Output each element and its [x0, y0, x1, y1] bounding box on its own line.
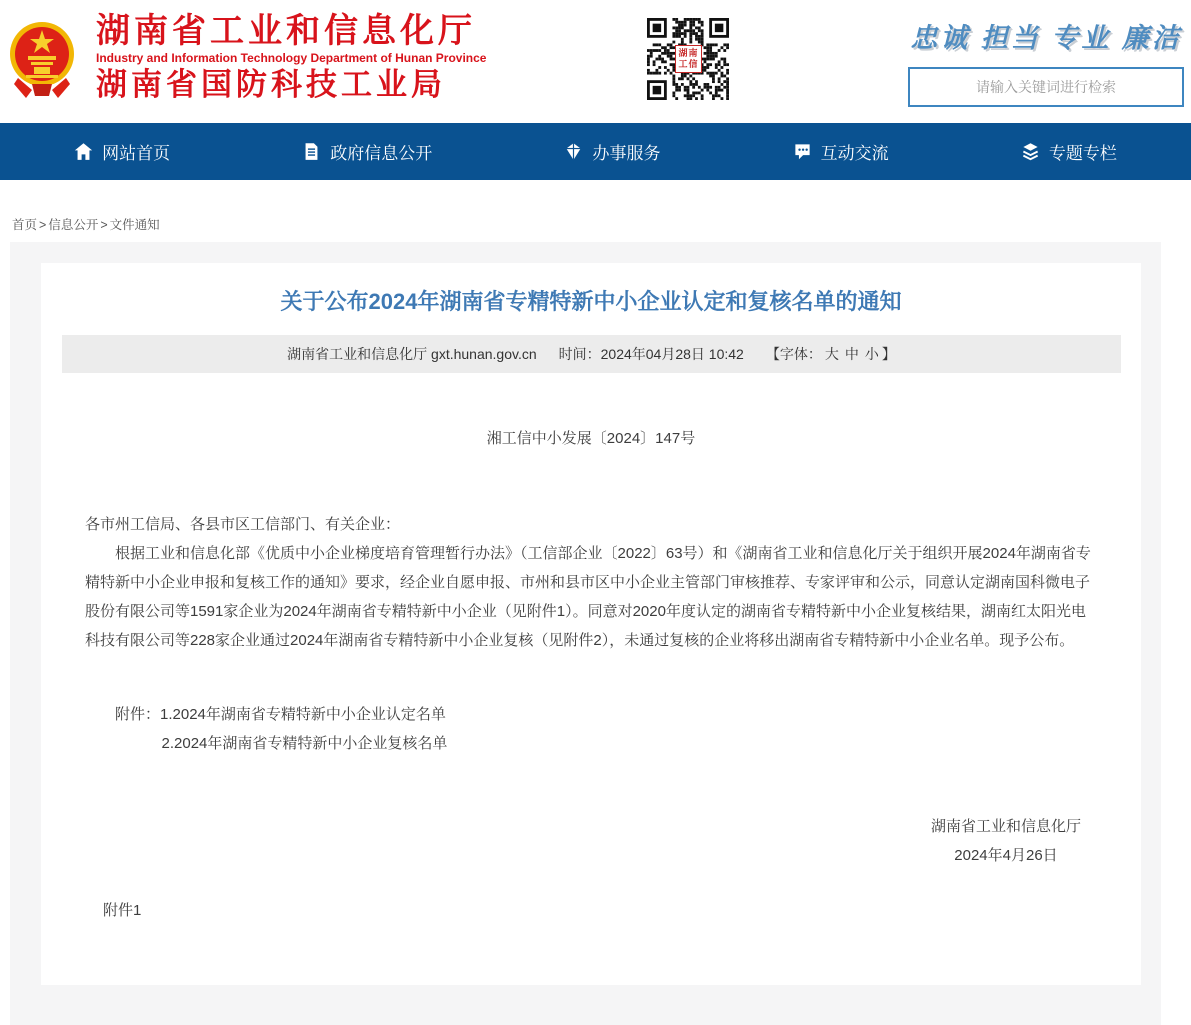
body-paragraph: 根据工业和信息化部《优质中小企业梯度培育管理暂行办法》（工信部企业〔2022〕63号）和《湖南省工业和信息化厅关于组织开展2024年湖南省专精特新中小企业申报和复核工作的通知》要求，经企业自愿申报、市州和县市区中小企业主管部门审核推荐、专家评审和公示，同意认定湖南国科微电子股份有限公司等1591家企业为2024年湖南省专精特新中小企业（见附件1）。同意对2020年度认定的湖南省专精特新中小企业复核结果，湖南红太阳光电科技有限公司等228家企业通过2024年湖南省专精特新中小企业复核（见附件2），未通过复核的企业将移出湖南省专精特新中小企业名单。现予公布。: [85, 545, 1091, 649]
nav-item-label: 互动交流: [820, 144, 889, 163]
main-nav: [0, 123, 1191, 180]
font-size-small[interactable]: 小: [864, 346, 879, 362]
slogan: 忠诚 担当 专业 廉洁: [910, 23, 1182, 53]
doc-number: 湘工信中小发展〔2024〕147号: [486, 430, 696, 447]
home-icon: [74, 142, 93, 161]
attachment-item-1: 1.2024年湖南省专精特新中小企业认定名单: [160, 706, 446, 723]
font-size-large[interactable]: 大: [824, 346, 839, 362]
article-time-label: 时间：: [558, 346, 601, 362]
nav-item-label: 办事服务: [592, 144, 661, 163]
qr-label-line2: 工信: [678, 59, 699, 69]
nav-item-services[interactable]: [564, 139, 660, 164]
nav-item-topics[interactable]: [1021, 139, 1117, 164]
attachment-line-1: [85, 700, 1097, 729]
salutation: 各市州工信局、各县市区工信部门、有关企业：: [85, 516, 401, 533]
nav-item-label: 专题专栏: [1048, 144, 1117, 163]
chat-icon: [793, 142, 812, 161]
org-name-cn: 湖南省工业和信息化厅: [96, 12, 476, 50]
font-size-medium[interactable]: 中: [844, 346, 859, 362]
layers-icon: [1021, 142, 1040, 161]
search-input[interactable]: [908, 67, 1184, 107]
org-name-defense: 湖南省国防科技工业局: [96, 67, 446, 102]
org-titles: [96, 12, 486, 104]
font-size-suffix: 】: [881, 346, 896, 362]
qr-code: [647, 18, 729, 100]
document-icon: [302, 142, 321, 161]
nav-item-gov-info[interactable]: [302, 139, 432, 164]
font-size-prefix: 【字体：: [765, 346, 822, 362]
breadcrumb-home[interactable]: 首页: [12, 218, 38, 232]
appendix-label: 附件1: [103, 902, 142, 919]
content-panel: [10, 242, 1161, 1025]
breadcrumb-file-notice[interactable]: 文件通知: [109, 218, 160, 232]
article-body: [41, 510, 1141, 925]
qr-label-line1: 湖南: [678, 48, 699, 58]
breadcrumb-info-disclosure[interactable]: 信息公开: [48, 218, 99, 232]
attachments-label: 附件：: [115, 706, 161, 723]
breadcrumb-separator: >: [100, 218, 108, 232]
breadcrumb-separator: >: [39, 218, 47, 232]
nav-item-interaction[interactable]: [793, 139, 889, 164]
signature-org: 湖南省工业和信息化厅: [930, 818, 1081, 835]
attachment-line-2: [85, 729, 1097, 758]
qr-label: [675, 45, 702, 73]
nav-item-label: 网站首页: [102, 144, 171, 163]
article-card: [41, 263, 1141, 985]
breadcrumb: [12, 215, 1191, 232]
org-name-en: Industry and Information Technology Department of Hunan Province: [96, 51, 487, 65]
national-emblem-logo: [8, 18, 76, 98]
signature-date: 2024年4月26日: [954, 847, 1058, 864]
service-icon: [564, 142, 583, 161]
signature-block: [931, 812, 1081, 870]
nav-item-home[interactable]: [74, 139, 170, 164]
site-header: [0, 0, 1191, 123]
article-meta-bar: [62, 335, 1121, 373]
nav-item-label: 政府信息公开: [330, 144, 433, 163]
header-right: [907, 16, 1185, 107]
article-source: 湖南省工业和信息化厅 gxt.hunan.gov.cn: [287, 346, 537, 362]
article-title: 关于公布2024年湖南省专精特新中小企业认定和复核名单的通知: [280, 289, 902, 314]
article-time: 2024年04月28日 10:42: [600, 346, 744, 362]
attachment-item-2: 2.2024年湖南省专精特新中小企业复核名单: [161, 735, 448, 752]
